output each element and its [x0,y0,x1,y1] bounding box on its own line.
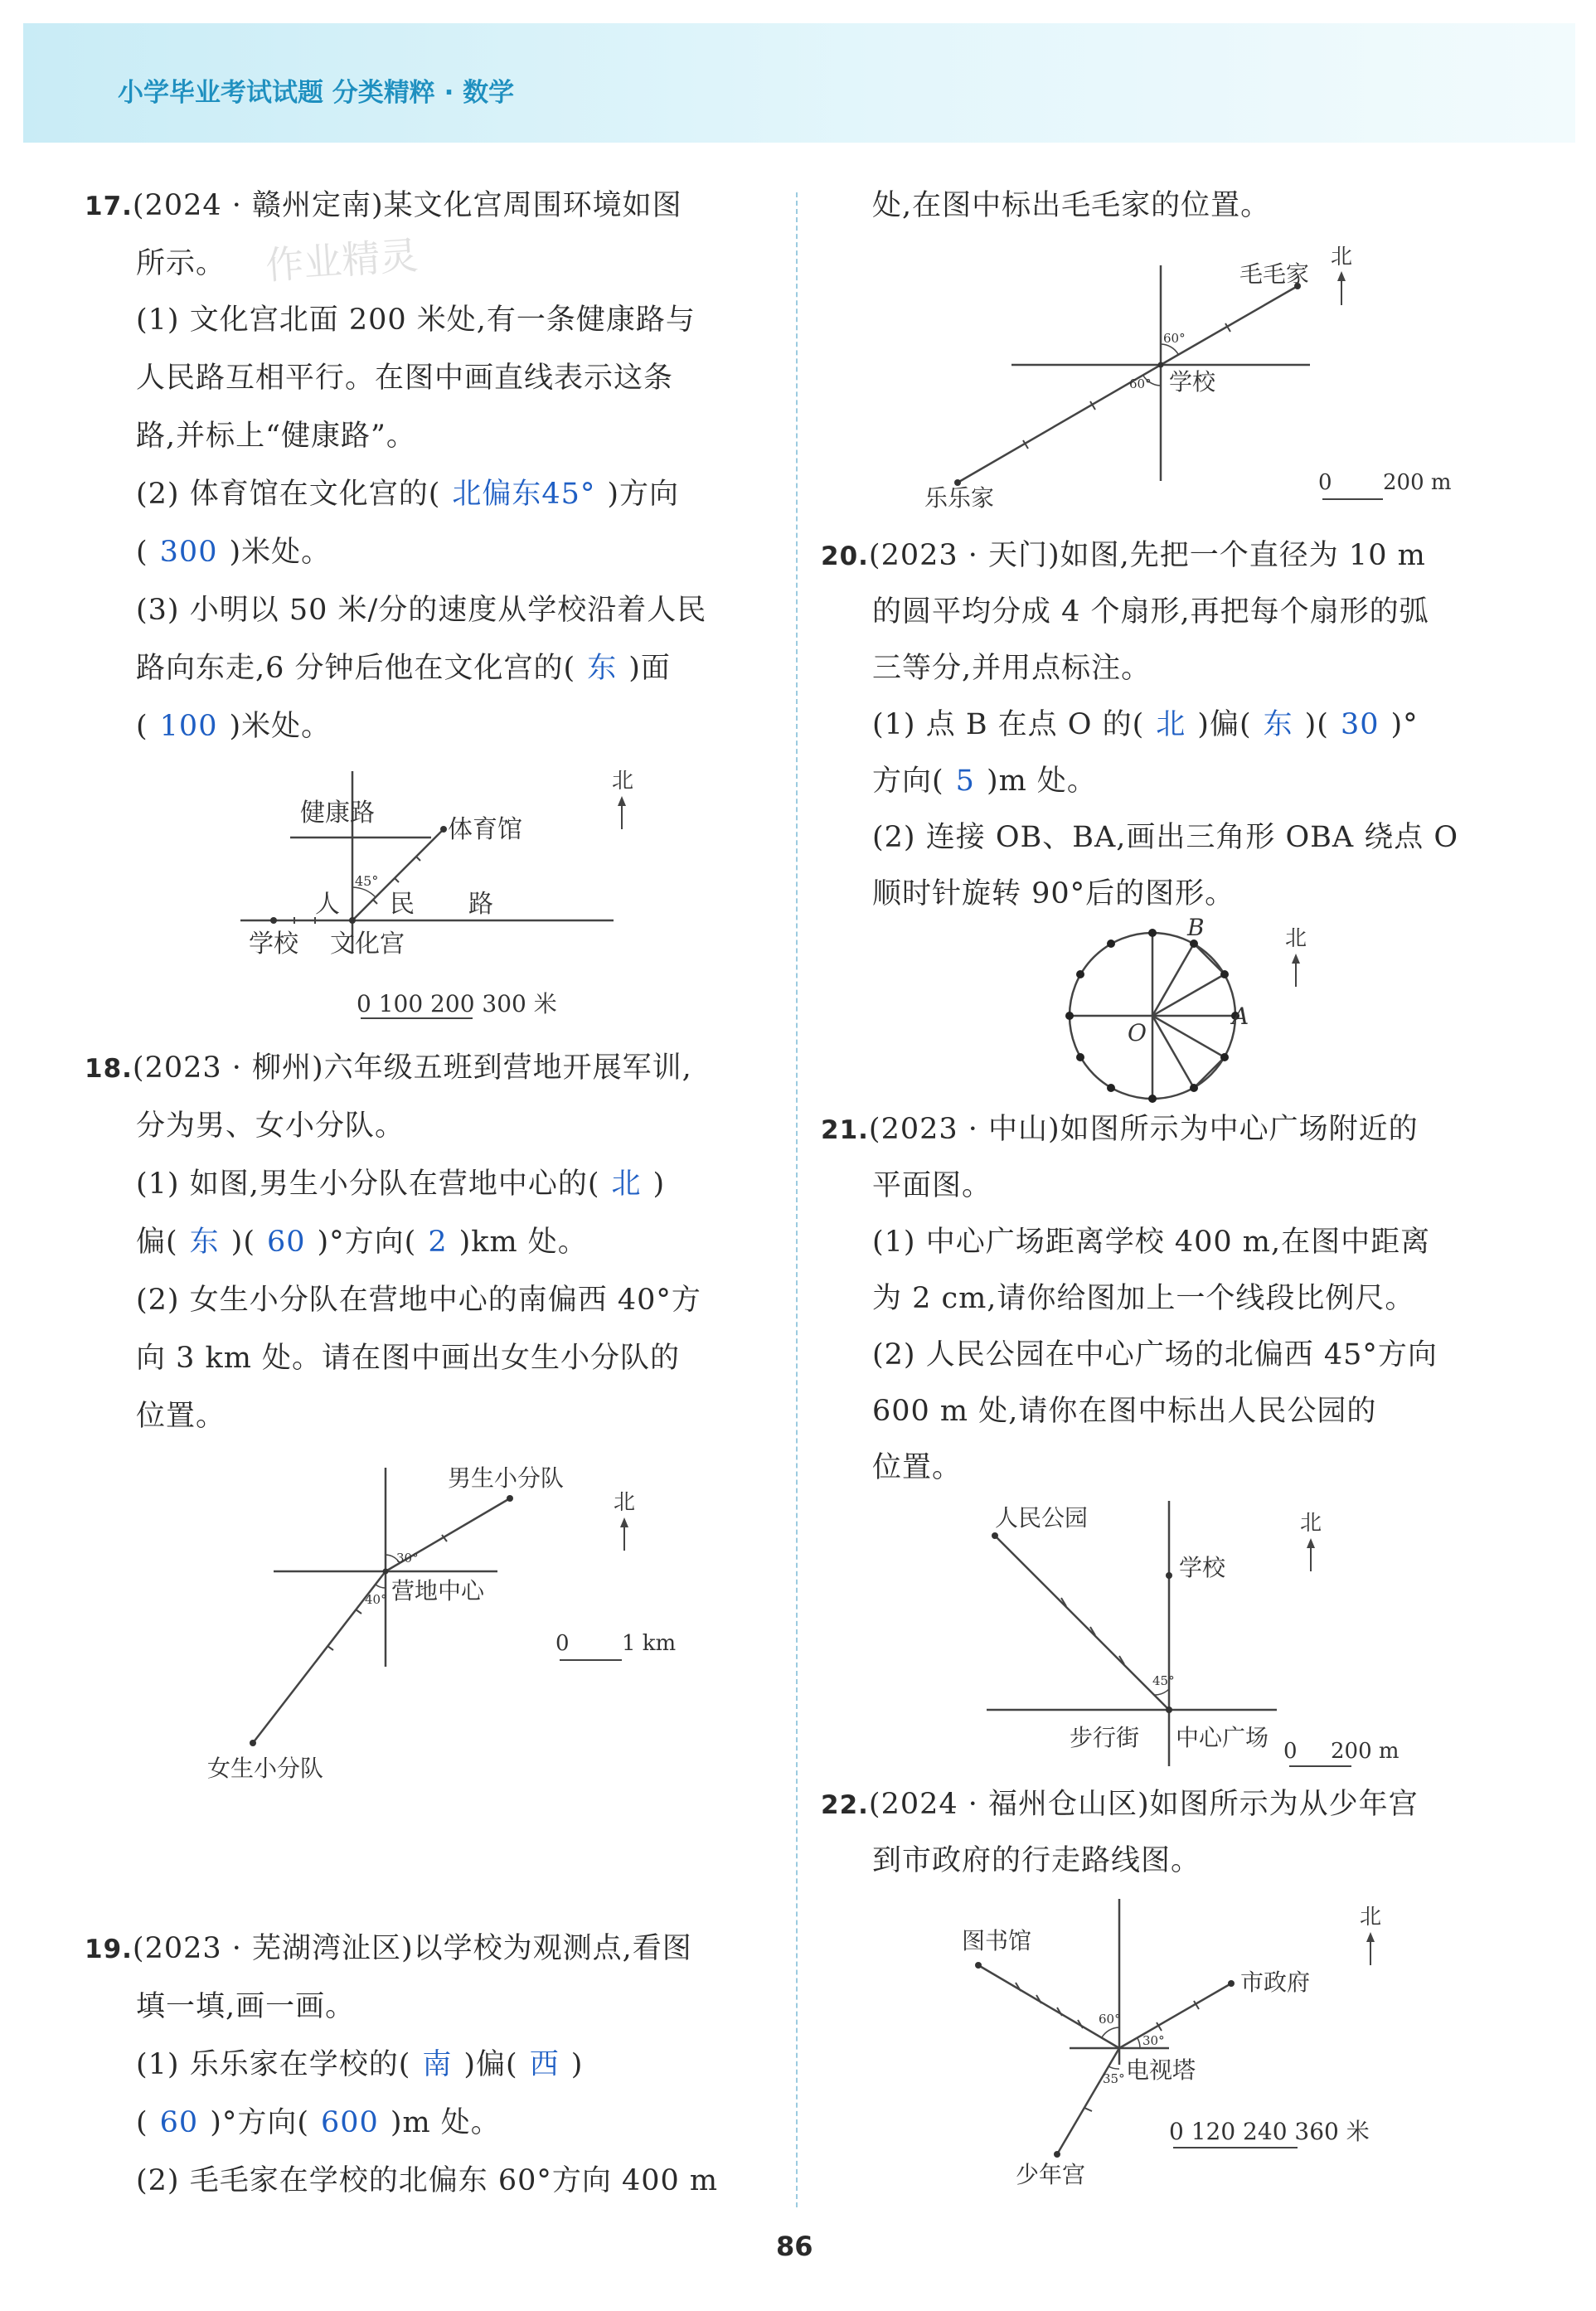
north-arrow-icon [1337,271,1346,281]
q21-p2b: 600 m 处,请你在图中标出人民公园的 [872,1395,1377,1428]
q17-road-lu: 路 [468,890,493,919]
q18-angle-30: 30° [396,1551,419,1566]
q17-school-label: 学校 [249,930,298,959]
q20-answer-north: 北 [1156,708,1186,741]
q20-answer-east: 东 [1263,708,1293,741]
q17-tiyuguan-label: 体育馆 [448,815,522,844]
q20-p1b-end: )m 处。 [986,765,1097,798]
q22-gov-label: 市政府 [1240,1969,1311,1996]
q19-lele-label: 乐乐家 [924,484,995,512]
q18-scale-0: 0 [555,1631,570,1656]
q19-answer-angle: 60 [159,2106,199,2139]
q19-p1a [136,2048,583,2081]
q17-north-label: 北 [612,769,634,794]
q17-wenhuagong-label: 文化宫 [330,930,405,959]
q19-p1b-text: ( [136,2106,148,2139]
q18-girls-label: 女生小分队 [207,1755,324,1782]
q21-street-label: 步行街 [1070,1724,1140,1751]
q17-p1a: (1) 文化宫北面 200 米处,有一条健康路与 [136,303,696,337]
q19-p2b: 处,在图中标出毛毛家的位置。 [872,189,1271,222]
q21-p2c: 位置。 [872,1451,963,1484]
q21-scale-0: 0 [1283,1739,1298,1764]
q20-point-B: B [1187,914,1205,941]
north-arrow-icon [1307,1538,1315,1548]
watermark: 作业精灵 [264,232,420,289]
q19-answer-west: 西 [529,2048,560,2081]
q21-park-label: 人民公园 [995,1504,1089,1532]
q18-p1b-mid: )( [230,1226,255,1259]
q22-scale-label: 0 120 240 360 米 [1169,2118,1370,2145]
q17-road-min: 民 [390,890,415,919]
q20-p1a-text: (1) 点 B 在点 O 的( [872,708,1145,741]
q18-answer-east: 东 [189,1226,220,1259]
q19-scale-200m: 200 m [1383,470,1452,495]
q21-stem-line1 [821,1113,1419,1147]
q18-answer-angle: 60 [266,1226,306,1259]
book-title: 小学毕业考试试题 分类精粹 · 数学 [118,78,515,108]
q19-answer-distance: 600 [321,2106,379,2139]
q22-youth-label: 少年宫 [1016,2161,1086,2188]
q19-number: 19. [85,1935,133,1964]
q18-p1b-pre: 偏( [136,1226,178,1259]
q17-p3c-end: )米处。 [229,710,332,743]
column-divider [796,192,798,2207]
q20-number: 20. [821,541,869,571]
q19-answer-south: 南 [422,2048,453,2081]
q20-p1a-end: )° [1390,708,1419,741]
q19-p1b-end: )m 处。 [390,2106,501,2139]
q18-p2b: 向 3 km 处。请在图中画出女生小分队的 [136,1342,681,1375]
q17-angle-label: 45° [355,873,379,889]
q18-center-label: 营地中心 [391,1577,485,1605]
q20-stem1: (2023 · 天门)如图,先把一个直径为 10 m [868,539,1426,572]
q21-stem-line2: 平面图。 [872,1169,992,1202]
q22-angle-60: 60° [1099,2012,1121,2027]
q22-library-label: 图书馆 [962,1927,1032,1954]
north-arrow-icon [618,796,626,806]
q18-answer-north: 北 [611,1168,642,1201]
q20-p1a-mid2: )( [1304,708,1329,741]
q18-boys-label: 男生小分队 [448,1464,565,1492]
q18-scale-1km: 1 km [622,1631,677,1656]
q19-p2a: (2) 毛毛家在学校的北偏东 60°方向 400 m [136,2164,719,2197]
q22-north-label: 北 [1360,1905,1382,1930]
q21-center-label: 中心广场 [1176,1724,1269,1751]
q19-p1b-mid: )°方向( [210,2106,310,2139]
q18-figure [199,1459,730,1791]
q22-figure [945,1891,1409,2189]
q17-stem1: (2024 · 赣州定南)某文化宫周围环境如图 [132,189,682,222]
q19-angle-ne: 60° [1163,331,1186,346]
q17-road-ren: 人 [315,890,340,919]
q18-p1a [136,1168,665,1201]
q18-p1b [136,1226,588,1259]
q20-p2b: 顺时针旋转 90°后的图形。 [872,877,1235,910]
q19-p1a-end: ) [570,2048,584,2081]
q20-p1a-mid: )偏( [1197,708,1252,741]
q20-answer-angle: 30 [1340,708,1380,741]
q17-p2b-text: ( [136,536,148,569]
q20-p1a [872,708,1419,741]
q21-number: 21. [821,1115,869,1145]
q17-stem-line2: 所示。 [136,247,226,280]
q18-p1a-text: (1) 如图,男生小分队在营地中心的( [136,1168,600,1201]
q17-answer-direction: 北偏东45° [452,478,596,511]
q17-p1c: 路,并标上“健康路”。 [136,420,416,453]
q18-angle-40: 40° [365,1592,387,1607]
q19-maomao-label: 毛毛家 [1239,260,1310,288]
q18-number: 18. [85,1054,133,1084]
q17-p1b: 人民路互相平行。在图中画直线表示这条 [136,362,674,395]
q18-p2a: (2) 女生小分队在营地中心的南偏西 40°方 [136,1284,701,1317]
q22-number: 22. [821,1790,869,1820]
q19-figure [912,240,1492,522]
q17-p3a: (3) 小明以 50 米/分的速度从学校沿着人民 [136,594,707,627]
q20-stem-line2: 的圆平均分成 4 个扇形,再把每个扇形的弧 [872,595,1429,629]
q22-stem1: (2024 · 福州仓山区)如图所示为从少年宫 [868,1788,1419,1821]
north-arrow-icon [620,1517,628,1527]
q21-p2a: (2) 人民公园在中心广场的北偏西 45°方向 [872,1338,1438,1372]
q19-angle-sw: 60° [1129,376,1152,391]
q21-angle-45: 45° [1152,1673,1175,1688]
q19-p1a-mid: )偏( [463,2048,518,2081]
q17-stem-line1 [85,189,682,223]
q20-stem-line3: 三等分,并用点标注。 [872,652,1152,685]
q17-answer-meters: 100 [159,710,218,743]
q22-tower-label: 电视塔 [1126,2056,1196,2084]
q19-school-label: 学校 [1169,368,1216,396]
q17-figure [232,763,634,1028]
q19-stem1: (2023 · 芜湖湾沚区)以学校为观测点,看图 [132,1932,692,1965]
q20-point-O: O [1128,1019,1147,1046]
north-arrow-icon [1366,1932,1375,1942]
q17-p2b [136,536,331,569]
q19-p1a-text: (1) 乐乐家在学校的( [136,2048,411,2081]
q19-stem-line1 [85,1932,692,1966]
q20-p2a: (2) 连接 OB、BA,画出三角形 OBA 绕点 O [872,821,1459,854]
q19-scale-0: 0 [1318,470,1332,495]
q17-p2a-end: )方向 [607,478,680,511]
q22-angle-35: 35° [1103,2071,1125,2086]
q21-north-label: 北 [1300,1511,1322,1536]
q17-road-jiankang: 健康路 [300,799,375,828]
q21-school-label: 学校 [1179,1554,1226,1581]
q20-p1b-text: 方向( [872,765,944,798]
q17-p2a-text: (2) 体育馆在文化宫的( [136,478,441,511]
q21-stem1: (2023 · 中山)如图所示为中心广场附近的 [868,1113,1419,1146]
q17-p3c-text: ( [136,710,148,743]
q18-answer-km: 2 [428,1226,448,1259]
q18-p1b-mid2: )°方向( [317,1226,417,1259]
q17-p3c [136,710,331,743]
q20-stem-line1 [821,539,1426,573]
q19-stem-line2: 填一填,画一画。 [136,1990,356,2023]
q17-answer-side: 东 [587,652,618,685]
q20-point-A: A [1232,1003,1249,1030]
q19-p1b [136,2106,501,2139]
q21-scale-200m: 200 m [1331,1739,1400,1764]
q20-figure [1045,912,1343,1111]
q17-p2a [136,478,679,511]
q17-p3b-end: )面 [628,652,671,685]
q18-stem-line2: 分为男、女小分队。 [136,1109,405,1143]
q17-number: 17. [85,192,133,221]
q21-p1b: 为 2 cm,请你给图加上一个线段比例尺。 [872,1282,1415,1315]
q20-north-label: 北 [1285,926,1307,951]
page-number: 86 [776,2231,813,2262]
north-arrow-icon [1292,954,1300,964]
q18-p2c: 位置。 [136,1400,226,1433]
q18-stem1: (2023 · 柳州)六年级五班到营地开展军训, [132,1051,692,1085]
q21-p1a: (1) 中心广场距离学校 400 m,在图中距离 [872,1226,1431,1259]
q17-p3b-text: 路向东走,6 分钟后他在文化宫的( [136,652,576,685]
q21-figure [978,1493,1409,1775]
q18-p1a-end: ) [652,1168,666,1201]
q18-north-label: 北 [614,1490,636,1515]
q17-scale-label: 0 100 200 300 米 [357,990,557,1017]
q17-answer-distance: 300 [159,536,218,569]
q20-p1b [872,765,1097,798]
q18-p1b-end: )km 处。 [458,1226,588,1259]
q17-p2b-end: )米处。 [229,536,332,569]
q18-stem-line1 [85,1051,692,1085]
q22-stem-line2: 到市政府的行走路线图。 [872,1844,1201,1877]
q20-answer-distance: 5 [955,765,975,798]
q19-north-label: 北 [1331,245,1353,269]
q22-angle-30: 30° [1142,2033,1165,2048]
q17-p3b [136,652,671,685]
q22-stem-line1 [821,1788,1419,1822]
